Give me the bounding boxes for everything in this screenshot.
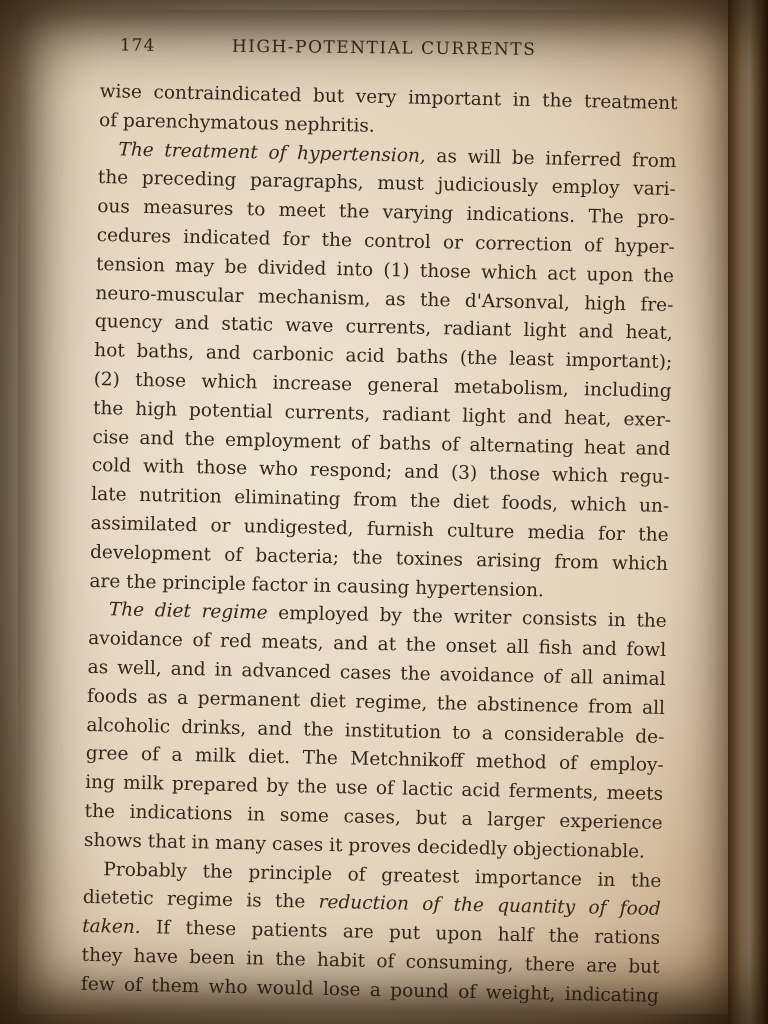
line-text: shows that in many cases it proves decidedly objectionable. xyxy=(83,829,646,863)
line-text: tension may be divided into (1) those which act upon the xyxy=(95,253,675,287)
italic-phrase: The diet regime xyxy=(108,599,268,624)
line-text: cold with those who respond; and (3) those which regu- xyxy=(91,455,670,489)
page-edge xyxy=(728,0,768,1024)
line-text: few of them who would lose a pound of weight, indicating xyxy=(80,973,660,1007)
italic-phrase: The treatment of hypertension, xyxy=(118,138,426,167)
line-text: gree of a milk diet. The Metchnikoff method of employ- xyxy=(85,743,664,777)
page-number: 174 xyxy=(119,35,156,56)
line-text: late nutrition eliminating from the diet foods, which un- xyxy=(91,484,670,518)
line-text: neuro-muscular mechanism, as the d'Arsonval, high fre- xyxy=(95,282,674,316)
line-text: of parenchymatous nephritis. xyxy=(98,109,375,137)
line-text: are the principle factor in causing hypertension. xyxy=(89,570,545,601)
line-text: as well, and in advanced cases the avoidance of all animal xyxy=(87,656,666,690)
line-text: (2) those which increase general metabolism, including xyxy=(93,368,672,403)
line-text: wise contraindicated but very important in the treatment xyxy=(99,80,678,115)
italic-phrase: taken. xyxy=(82,915,141,939)
line-text: quency and static wave currents, radiant light and heat, xyxy=(94,311,673,345)
running-head: HIGH-POTENTIAL CURRENTS xyxy=(231,36,537,60)
line-text: employed by the writer consists in the xyxy=(267,602,667,633)
line-text: they have been in the habit of consuming, there are but xyxy=(81,944,660,978)
line-text: dietetic regime is the xyxy=(82,887,319,914)
line-text: cedures indicated for the control or correction of hyper- xyxy=(96,224,675,259)
line-text: Probably the principle of greatest importance in the xyxy=(103,858,662,892)
line-text: as will be inferred from xyxy=(425,145,677,172)
line-text: the indications in some cases, but a larger experience xyxy=(84,800,663,834)
line-text: foods as a permanent diet regime, the abstinence from all xyxy=(86,685,666,719)
line-text: If these patients are put upon half the rations xyxy=(140,917,661,950)
line-text: development of bacteria; the toxines arising from which xyxy=(89,541,669,575)
line-text: hot baths, and carbonic acid baths (the least important); xyxy=(94,340,673,374)
line-text: avoidance of red meats, and at the onset all fish and fowl xyxy=(88,628,667,662)
italic-phrase: reduction of the quantity of food xyxy=(318,892,661,921)
line-text: alcoholic drinks, and the institution to a considerable de- xyxy=(86,714,665,748)
body-text xyxy=(81,78,678,1011)
line-text: the high potential currents, radiant light and heat, exer- xyxy=(92,397,672,431)
line-text: ing milk prepared by the use of lactic acid ferments, meets xyxy=(85,771,664,806)
line-text: ous measures to meet the varying indications. The pro- xyxy=(97,196,676,230)
line-text: the preceding paragraphs, must judiciously employ vari- xyxy=(97,167,677,201)
line-text: cise and the employment of baths of alternating heat and xyxy=(92,426,671,460)
line-text: assimilated or undigested, furnish culture media for the xyxy=(90,512,669,546)
